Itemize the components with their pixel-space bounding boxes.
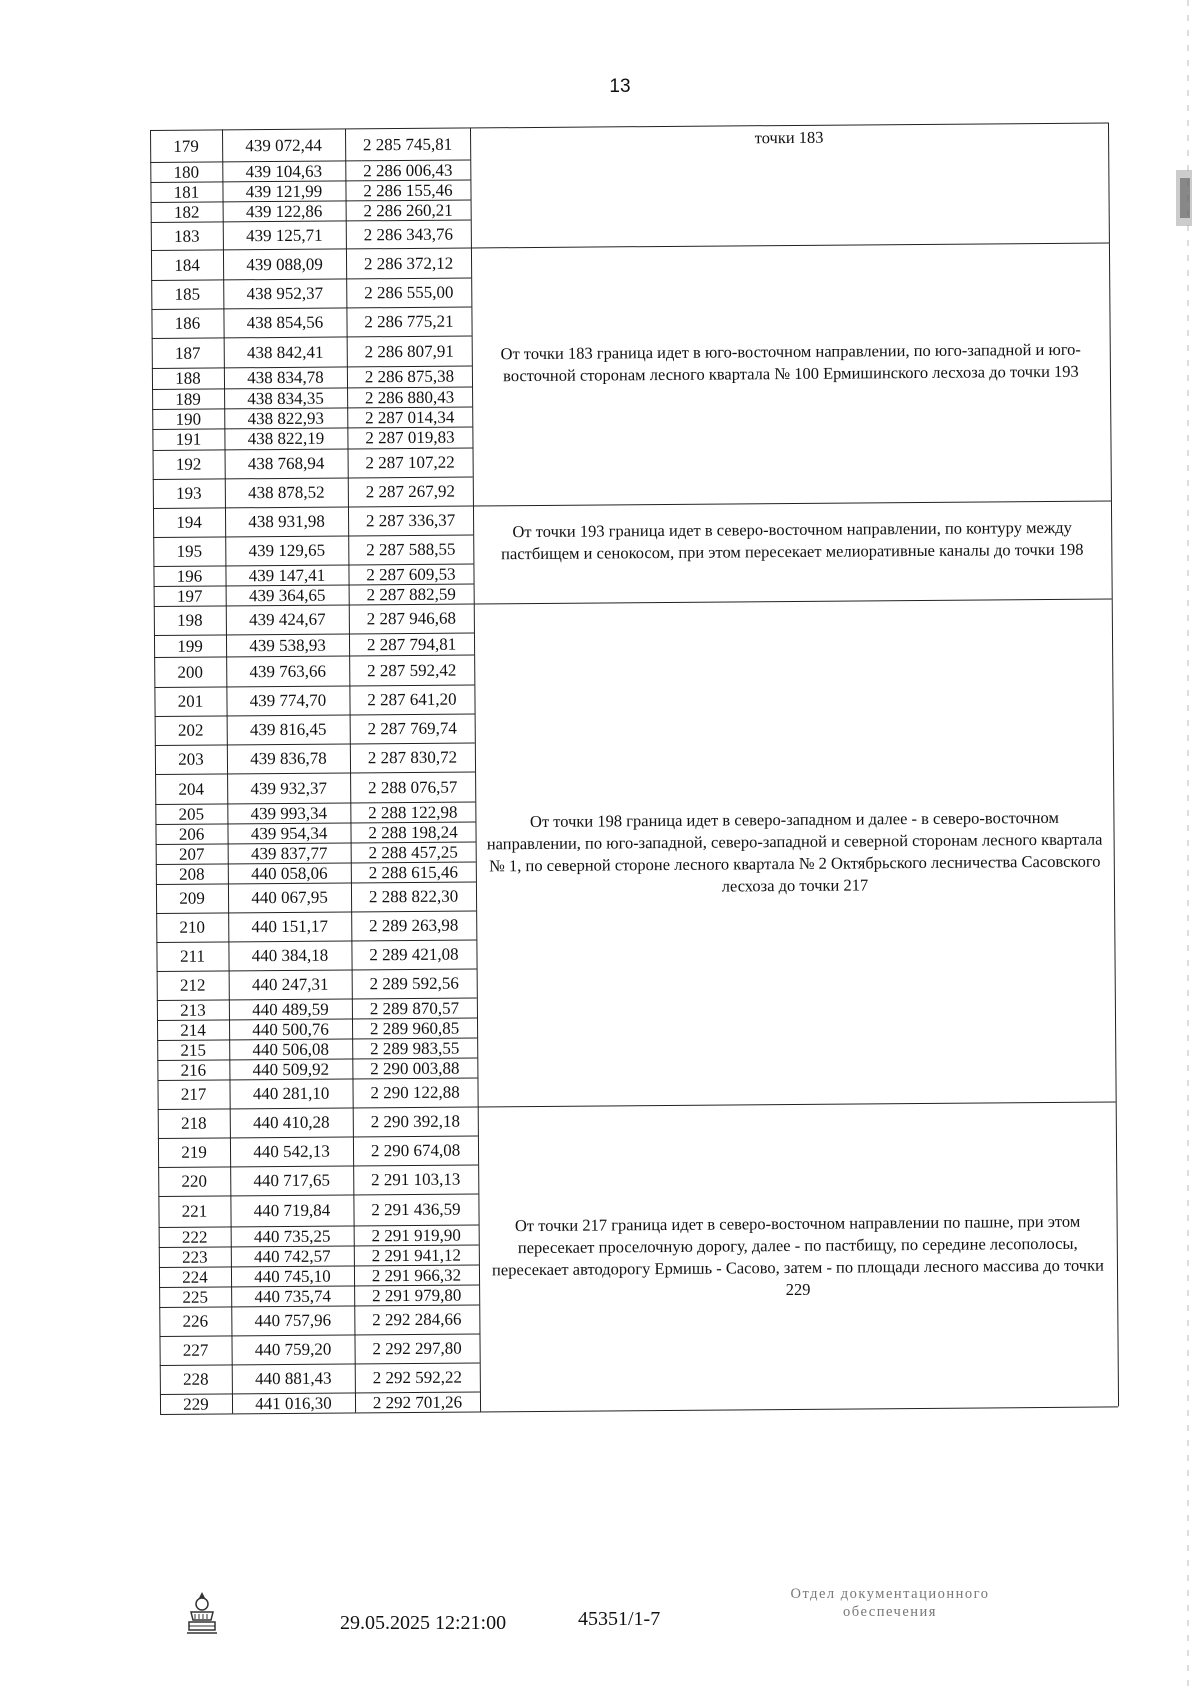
x-coordinate-cell: 438 842,41 <box>246 342 324 362</box>
y-coordinate-cell: 2 287 946,68 <box>366 608 457 629</box>
x-coordinate-cell: 438 931,98 <box>248 511 325 532</box>
point-number-cell: 194 <box>176 512 202 532</box>
x-coordinate-cell: 439 816,45 <box>249 719 327 740</box>
y-coordinate-cell: 2 288 615,46 <box>368 862 459 882</box>
y-coordinate-cell: 2 286 875,38 <box>364 366 455 387</box>
x-coordinate-cell: 440 410,28 <box>252 1112 330 1133</box>
point-number-cell: 226 <box>182 1311 209 1331</box>
x-coordinate-cell: 439 104,63 <box>245 161 323 181</box>
x-coordinate-cell: 439 836,78 <box>250 748 327 769</box>
x-coordinate-cell: 440 151,17 <box>251 916 329 937</box>
y-coordinate-cell: 2 286 807,91 <box>364 341 454 361</box>
point-number-cell: 216 <box>180 1060 207 1080</box>
x-coordinate-cell: 440 509,92 <box>252 1059 330 1079</box>
x-coordinate-cell: 440 735,74 <box>254 1286 331 1306</box>
point-number-cell: 212 <box>179 975 206 995</box>
point-number-cell: 181 <box>173 182 200 202</box>
footer-department <box>740 1585 1040 1621</box>
point-number-cell: 198 <box>177 610 203 630</box>
x-coordinate-cell: 439 122,86 <box>245 201 323 221</box>
y-coordinate-cell: 2 287 592,42 <box>367 660 457 680</box>
x-coordinate-cell: 439 837,77 <box>250 843 328 863</box>
point-number-cell: 203 <box>178 749 204 769</box>
y-coordinate-cell: 2 288 457,25 <box>368 842 458 862</box>
y-coordinate-cell: 2 286 880,43 <box>364 387 455 407</box>
y-coordinate-cell: 2 292 297,80 <box>372 1338 462 1359</box>
footer-doc-number: 45351/1-7 <box>578 1608 661 1630</box>
point-number-cell: 222 <box>181 1227 208 1247</box>
y-coordinate-cell: 2 289 960,85 <box>369 1018 460 1038</box>
point-number-cell: 195 <box>176 541 203 561</box>
point-number-cell: 200 <box>177 662 204 682</box>
point-number-cell: 197 <box>176 586 203 606</box>
point-number-cell: 211 <box>179 946 206 966</box>
table-grid <box>150 122 1121 1539</box>
x-coordinate-cell: 440 757,96 <box>254 1310 332 1331</box>
point-number-cell: 196 <box>176 566 203 586</box>
point-number-cell: 206 <box>178 824 205 844</box>
point-number-cell: 183 <box>174 226 200 246</box>
y-coordinate-cell: 2 287 769,74 <box>367 718 457 739</box>
point-number-cell: 213 <box>180 1000 206 1020</box>
x-coordinate-cell: 440 384,18 <box>251 945 329 966</box>
x-coordinate-cell: 440 735,25 <box>253 1226 331 1246</box>
boundary-description: От точки 193 граница идет в северо-восточном направлении, по контуру между пастбищем и сенокосом, при этом пересекает мелиоративные каналы до точки 198 <box>501 517 1084 564</box>
y-coordinate-cell: 2 286 555,00 <box>364 282 454 303</box>
description-separator <box>474 598 1112 604</box>
point-number-cell: 179 <box>173 136 199 156</box>
x-coordinate-cell: 440 719,84 <box>253 1200 331 1221</box>
point-number-cell: 228 <box>182 1369 209 1389</box>
y-coordinate-cell: 2 287 882,59 <box>366 584 456 604</box>
footer-department-line2: обеспечения <box>843 1604 937 1620</box>
point-number-cell: 187 <box>174 343 201 363</box>
point-number-cell: 217 <box>180 1084 207 1104</box>
y-coordinate-cell: 2 291 436,59 <box>371 1199 461 1220</box>
x-coordinate-cell: 438 822,93 <box>247 408 325 428</box>
y-coordinate-cell: 2 286 260,21 <box>363 200 453 220</box>
page-number: 13 <box>609 76 631 97</box>
x-coordinate-cell: 439 072,44 <box>245 135 322 155</box>
y-coordinate-cell: 2 290 122,88 <box>370 1082 460 1103</box>
point-number-cell: 227 <box>182 1340 209 1360</box>
x-coordinate-cell: 440 247,31 <box>251 974 329 995</box>
point-number-cell: 193 <box>176 483 202 503</box>
boundary-description: От точки 183 граница идет в юго-восточном направлении, по юго-западной и юго-восточной сторонам лесного квартала № 100 Ермишинского лесхоза до точки 193 <box>500 339 1081 386</box>
y-coordinate-cell: 2 287 336,37 <box>365 510 456 531</box>
point-number-cell: 214 <box>180 1020 206 1040</box>
point-number-cell: 184 <box>174 255 200 275</box>
y-coordinate-cell: 2 291 966,32 <box>371 1265 462 1285</box>
y-coordinate-cell: 2 289 983,55 <box>370 1038 460 1058</box>
point-number-cell: 210 <box>179 917 206 937</box>
y-coordinate-cell: 2 286 155,46 <box>363 180 453 200</box>
point-number-cell: 202 <box>177 720 204 740</box>
x-coordinate-cell: 438 822,19 <box>247 428 325 449</box>
point-number-cell: 221 <box>181 1201 208 1221</box>
point-number-cell: 219 <box>181 1142 207 1162</box>
y-coordinate-cell: 2 286 372,12 <box>363 253 454 273</box>
point-number-cell: 204 <box>178 779 204 799</box>
coordinates-table <box>150 122 1121 1539</box>
y-coordinate-cell: 2 286 343,76 <box>363 224 454 244</box>
point-number-cell: 180 <box>173 162 200 182</box>
x-coordinate-cell: 439 993,34 <box>250 803 328 823</box>
x-coordinate-cell: 440 745,10 <box>254 1266 331 1286</box>
y-coordinate-cell: 2 291 979,80 <box>371 1285 462 1305</box>
y-coordinate-cell: 2 291 919,90 <box>371 1225 461 1245</box>
y-coordinate-cell: 2 285 745,81 <box>362 134 453 154</box>
x-coordinate-cell: 439 763,66 <box>249 661 327 681</box>
x-coordinate-cell: 439 538,93 <box>249 635 326 655</box>
x-coordinate-cell: 438 854,56 <box>246 312 324 333</box>
x-coordinate-cell: 438 768,94 <box>247 453 325 474</box>
y-coordinate-cell: 2 287 794,81 <box>366 634 457 654</box>
emblem-icon <box>185 1590 219 1636</box>
y-coordinate-cell: 2 292 592,22 <box>372 1367 463 1388</box>
x-coordinate-cell: 441 016,30 <box>255 1393 332 1413</box>
point-number-cell: 208 <box>179 864 205 884</box>
y-coordinate-cell: 2 287 609,53 <box>366 564 456 584</box>
y-coordinate-cell: 2 288 122,98 <box>368 802 458 822</box>
x-coordinate-cell: 440 881,43 <box>254 1368 332 1389</box>
point-number-cell: 223 <box>182 1247 208 1267</box>
point-number-cell: 201 <box>177 691 204 711</box>
y-coordinate-cell: 2 289 592,56 <box>369 973 459 994</box>
x-coordinate-cell: 439 147,41 <box>248 565 326 585</box>
x-coordinate-cell: 439 364,65 <box>248 585 326 605</box>
x-coordinate-cell: 440 759,20 <box>254 1339 332 1360</box>
y-coordinate-cell: 2 286 775,21 <box>364 311 454 332</box>
x-coordinate-cell: 438 878,52 <box>248 482 325 503</box>
x-coordinate-cell: 438 952,37 <box>246 283 324 304</box>
point-number-cell: 182 <box>173 202 200 222</box>
y-coordinate-cell: 2 290 392,18 <box>370 1111 460 1132</box>
y-coordinate-cell: 2 287 830,72 <box>367 747 458 768</box>
y-coordinate-cell: 2 287 267,92 <box>365 481 456 502</box>
y-coordinate-cell: 2 288 822,30 <box>368 886 459 907</box>
x-coordinate-cell: 439 954,34 <box>250 823 328 843</box>
y-coordinate-cell: 2 287 107,22 <box>365 452 455 473</box>
point-number-cell: 224 <box>182 1267 208 1287</box>
boundary-description: точки 183 <box>754 127 824 148</box>
footer-department-line1: Отдел документационного <box>790 1586 990 1602</box>
scan-edge-artifact <box>1170 0 1200 1695</box>
point-number-cell: 189 <box>175 389 201 409</box>
boundary-description: От точки 198 граница идет в северо-западном и далее - в северо-восточном направлении, по юго-западной, северо-западной и северной сторонам лесного квартала № 1, по северной стороне лесного квартала № 2 Октябрьского лесничества Сасовского лесхоза до точки 217 <box>486 807 1103 896</box>
y-coordinate-cell: 2 292 284,66 <box>372 1309 462 1330</box>
point-number-cell: 209 <box>179 888 205 908</box>
x-coordinate-cell: 440 067,95 <box>251 887 328 908</box>
x-coordinate-cell: 440 500,76 <box>252 1019 329 1039</box>
point-number-cell: 205 <box>178 804 205 824</box>
x-coordinate-cell: 440 506,08 <box>252 1039 330 1059</box>
point-number-cell: 218 <box>180 1113 207 1133</box>
description-separator <box>473 500 1111 506</box>
y-coordinate-cell: 2 289 421,08 <box>369 944 459 965</box>
y-coordinate-cell: 2 290 674,08 <box>370 1140 461 1161</box>
x-coordinate-cell: 439 424,67 <box>249 609 326 630</box>
point-number-cell: 215 <box>180 1040 207 1060</box>
x-coordinate-cell: 440 281,10 <box>252 1083 330 1104</box>
x-coordinate-cell: 440 489,59 <box>252 999 329 1019</box>
point-number-cell: 190 <box>175 409 202 429</box>
x-coordinate-cell: 440 717,65 <box>253 1170 331 1191</box>
y-coordinate-cell: 2 289 263,98 <box>369 915 459 936</box>
x-coordinate-cell: 439 121,99 <box>245 181 323 201</box>
y-coordinate-cell: 2 287 588,55 <box>366 539 456 560</box>
x-coordinate-cell: 439 088,09 <box>246 254 323 274</box>
y-coordinate-cell: 2 288 198,24 <box>368 822 458 842</box>
point-number-cell: 191 <box>175 429 202 449</box>
point-number-cell: 229 <box>183 1394 209 1414</box>
y-coordinate-cell: 2 292 701,26 <box>372 1392 463 1412</box>
x-coordinate-cell: 438 834,35 <box>247 388 324 408</box>
point-number-cell: 220 <box>181 1171 208 1191</box>
y-coordinate-cell: 2 291 103,13 <box>371 1169 461 1190</box>
x-coordinate-cell: 439 129,65 <box>248 540 326 561</box>
x-coordinate-cell: 440 542,13 <box>253 1141 330 1162</box>
y-coordinate-cell: 2 287 641,20 <box>367 689 457 710</box>
x-coordinate-cell: 439 125,71 <box>246 225 323 245</box>
description-separator <box>471 242 1109 248</box>
point-number-cell: 186 <box>174 313 201 333</box>
point-number-cell: 199 <box>177 636 203 656</box>
y-coordinate-cell: 2 286 006,43 <box>363 160 453 180</box>
point-number-cell: 188 <box>175 368 201 388</box>
point-number-cell: 185 <box>174 284 201 304</box>
y-coordinate-cell: 2 291 941,12 <box>371 1245 462 1265</box>
point-number-cell: 225 <box>182 1287 208 1307</box>
x-coordinate-cell: 439 932,37 <box>250 778 327 798</box>
x-coordinate-cell: 438 834,78 <box>247 367 324 388</box>
y-coordinate-cell: 2 289 870,57 <box>369 998 460 1018</box>
footer-datetime: 29.05.2025 12:21:00 <box>340 1612 507 1634</box>
description-separator <box>478 1101 1116 1107</box>
y-coordinate-cell: 2 287 019,83 <box>365 427 455 448</box>
point-number-cell: 192 <box>175 454 202 474</box>
x-coordinate-cell: 440 742,57 <box>254 1246 331 1266</box>
y-coordinate-cell: 2 288 076,57 <box>367 777 458 797</box>
x-coordinate-cell: 439 774,70 <box>249 690 327 711</box>
boundary-description: От точки 217 граница идет в северо-восточном направлении по пашне, при этом пересекает проселочную дорогу, далее - по пастбищу, по середине лесополосы, пересекает автодорогу Ермишь - Сасово, затем - по площади лесного массива до точки 229 <box>491 1211 1104 1299</box>
y-coordinate-cell: 2 287 014,34 <box>365 407 455 427</box>
y-coordinate-cell: 2 290 003,88 <box>370 1058 460 1078</box>
point-number-cell: 207 <box>178 844 205 864</box>
x-coordinate-cell: 440 058,06 <box>251 863 328 883</box>
